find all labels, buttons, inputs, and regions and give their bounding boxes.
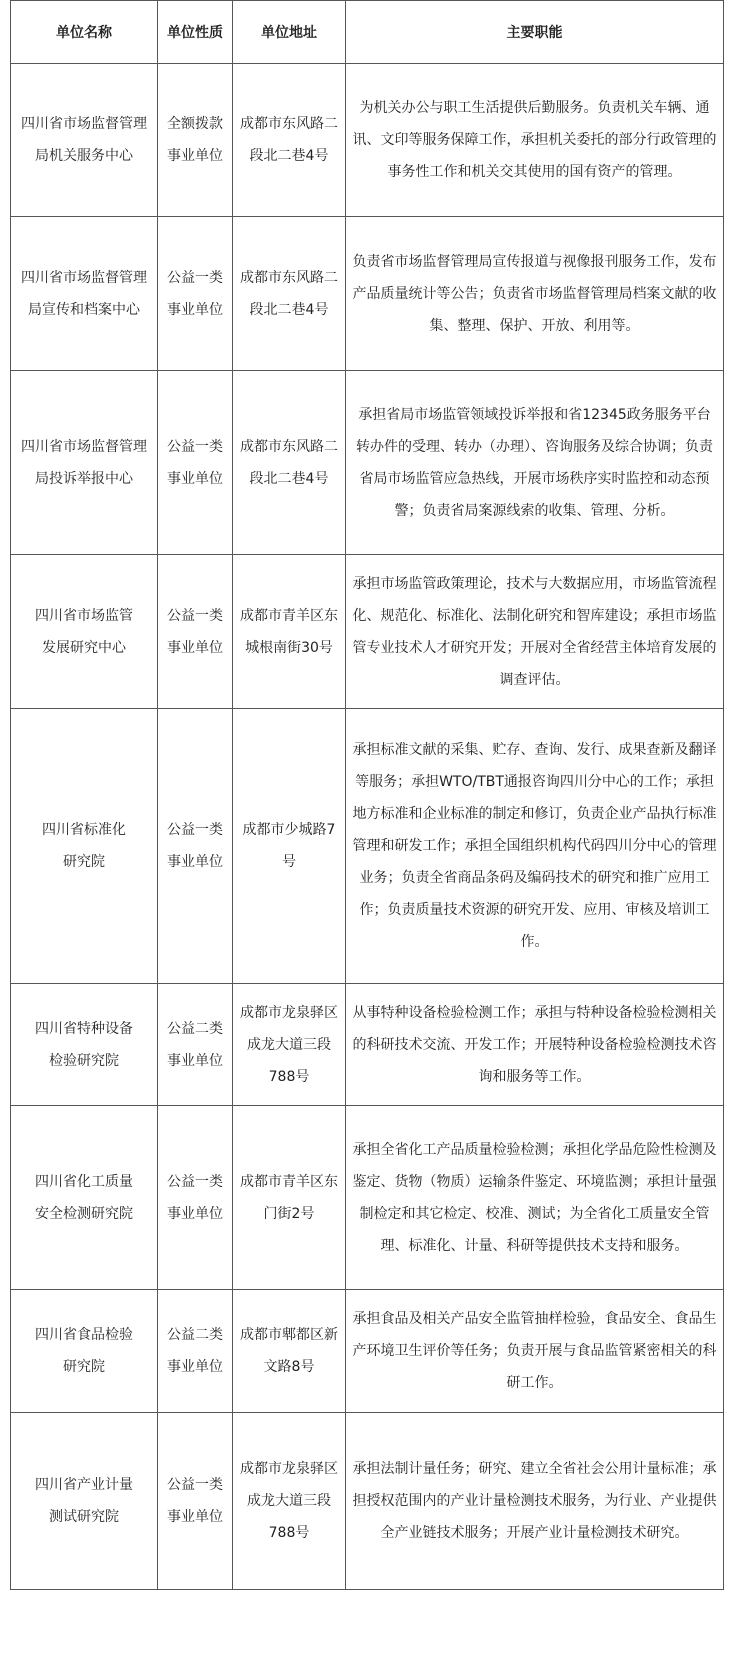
unit-address: 成都市龙泉驿区 成龙大道三段 788号 bbox=[233, 984, 346, 1106]
table-row bbox=[11, 709, 724, 984]
unit-address: 成都市东风路二 段北二巷4号 bbox=[233, 217, 346, 371]
unit-address: 成都市龙泉驿区 成龙大道三段 788号 bbox=[233, 1413, 346, 1590]
unit-duties: 承担标准文献的采集、贮存、查询、发行、成果查新及翻译等服务；承担WTO/TBT通报咨询四川分中心的工作；承担地方标准和企业标准的制定和修订，负责企业产品执行标准管理和研发工作；承担全国组织机构代码四川分中心的管理业务；负责全省商品条码及编码技术的研究和推广应用工作；负责质量技术资源的研究开发、应用、审核及培训工作。 bbox=[346, 709, 724, 984]
unit-duties: 承担法制计量任务；研究、建立全省社会公用计量标准；承担授权范围内的产业计量检测技术服务，为行业、产业提供全产业链技术服务；开展产业计量检测技术研究。 bbox=[346, 1413, 724, 1590]
header-unit-address: 单位地址 bbox=[233, 1, 346, 64]
unit-address: 成都市东风路二 段北二巷4号 bbox=[233, 64, 346, 217]
unit-nature: 公益二类 事业单位 bbox=[158, 1290, 233, 1413]
unit-name: 四川省市场监管 发展研究中心 bbox=[11, 555, 158, 709]
unit-address: 成都市青羊区东 城根南街30号 bbox=[233, 555, 346, 709]
unit-duties: 从事特种设备检验检测工作；承担与特种设备检验检测相关的科研技术交流、开发工作；开展特种设备检验检测技术咨询和服务等工作。 bbox=[346, 984, 724, 1106]
unit-duties: 承担市场监管政策理论，技术与大数据应用，市场监管流程化、规范化、标准化、法制化研究和智库建设；承担市场监管专业技术人才研究开发；开展对全省经营主体培育发展的调查评估。 bbox=[346, 555, 724, 709]
table-row bbox=[11, 1413, 724, 1590]
unit-nature: 公益一类 事业单位 bbox=[158, 217, 233, 371]
unit-name: 四川省市场监督管理 局宣传和档案中心 bbox=[11, 217, 158, 371]
table-header-row bbox=[11, 1, 724, 64]
unit-name: 四川省化工质量 安全检测研究院 bbox=[11, 1106, 158, 1290]
unit-address: 成都市东风路二 段北二巷4号 bbox=[233, 371, 346, 555]
header-unit-name: 单位名称 bbox=[11, 1, 158, 64]
table-row bbox=[11, 217, 724, 371]
unit-name: 四川省标准化 研究院 bbox=[11, 709, 158, 984]
unit-name: 四川省特种设备 检验研究院 bbox=[11, 984, 158, 1106]
unit-duties: 承担省局市场监管领域投诉举报和省12345政务服务平台转办件的受理、转办（办理）、咨询服务及综合协调；负责省局市场监管应急热线，开展市场秩序实时监控和动态预警；负责省局案源线索的收集、管理、分析。 bbox=[346, 371, 724, 555]
table-row bbox=[11, 984, 724, 1106]
unit-name: 四川省食品检验 研究院 bbox=[11, 1290, 158, 1413]
unit-nature: 全额拨款 事业单位 bbox=[158, 64, 233, 217]
header-unit-nature: 单位性质 bbox=[158, 1, 233, 64]
unit-address: 成都市郫都区新 文路8号 bbox=[233, 1290, 346, 1413]
unit-address: 成都市少城路7 号 bbox=[233, 709, 346, 984]
unit-nature: 公益一类 事业单位 bbox=[158, 1106, 233, 1290]
unit-address: 成都市青羊区东 门街2号 bbox=[233, 1106, 346, 1290]
unit-duties: 承担全省化工产品质量检验检测；承担化学品危险性检测及鉴定、货物（物质）运输条件鉴定、环境监测；承担计量强制检定和其它检定、校准、测试；为全省化工质量安全管理、标准化、计量、科研等提供技术支持和服务。 bbox=[346, 1106, 724, 1290]
units-table bbox=[10, 0, 724, 1590]
unit-duties: 为机关办公与职工生活提供后勤服务。负责机关车辆、通讯、文印等服务保障工作，承担机关委托的部分行政管理的事务性工作和机关交其使用的国有资产的管理。 bbox=[346, 64, 724, 217]
table-row bbox=[11, 64, 724, 217]
table-row bbox=[11, 1106, 724, 1290]
table-row bbox=[11, 555, 724, 709]
unit-nature: 公益一类 事业单位 bbox=[158, 1413, 233, 1590]
header-main-duties: 主要职能 bbox=[346, 1, 724, 64]
unit-nature: 公益一类 事业单位 bbox=[158, 709, 233, 984]
table-row bbox=[11, 371, 724, 555]
unit-name: 四川省产业计量 测试研究院 bbox=[11, 1413, 158, 1590]
unit-nature: 公益一类 事业单位 bbox=[158, 371, 233, 555]
unit-nature: 公益二类 事业单位 bbox=[158, 984, 233, 1106]
unit-name: 四川省市场监督管理 局机关服务中心 bbox=[11, 64, 158, 217]
table-row bbox=[11, 1290, 724, 1413]
unit-duties: 负责省市场监督管理局宣传报道与视像报刊服务工作，发布产品质量统计等公告；负责省市场监督管理局档案文献的收集、整理、保护、开放、利用等。 bbox=[346, 217, 724, 371]
unit-name: 四川省市场监督管理 局投诉举报中心 bbox=[11, 371, 158, 555]
unit-duties: 承担食品及相关产品安全监管抽样检验，食品安全、食品生产环境卫生评价等任务；负责开展与食品监管紧密相关的科研工作。 bbox=[346, 1290, 724, 1413]
unit-nature: 公益一类 事业单位 bbox=[158, 555, 233, 709]
